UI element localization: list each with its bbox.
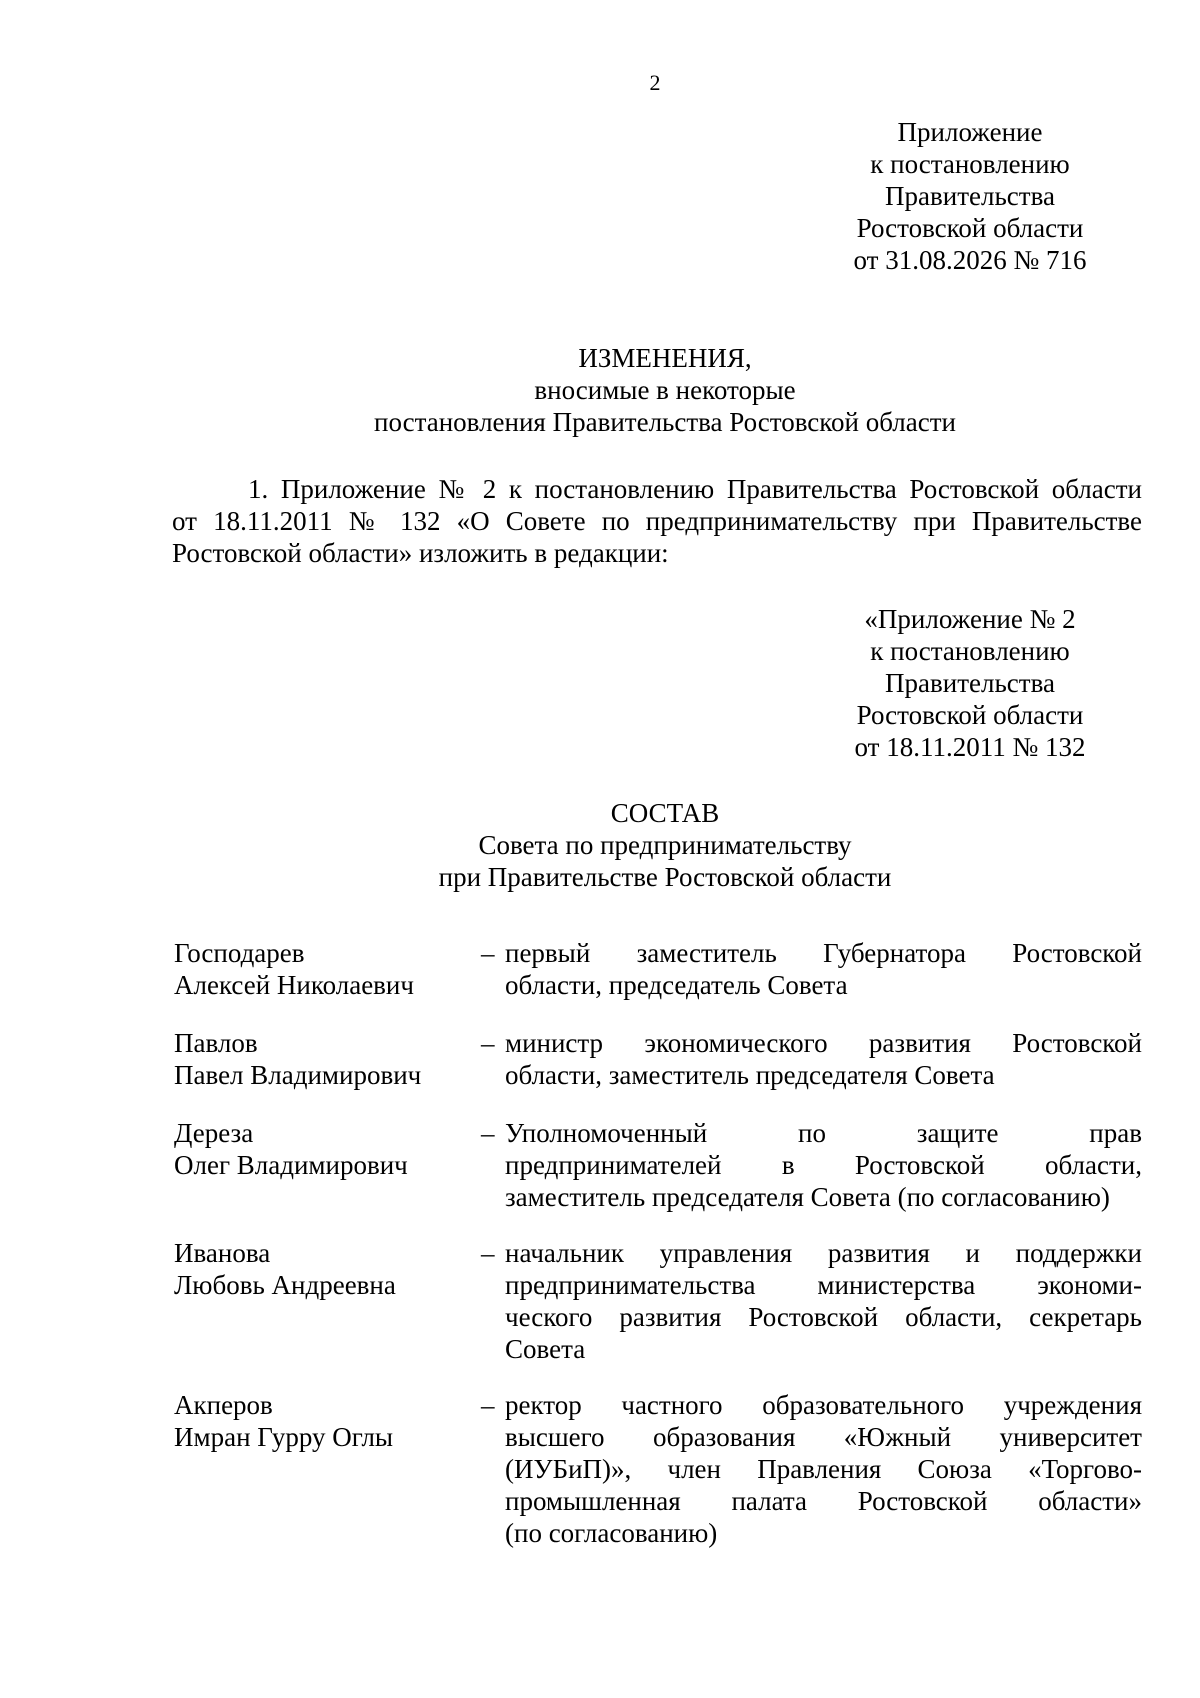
appendix-header: [845, 116, 1095, 276]
member-name: [174, 1237, 474, 1301]
role-line: Совета: [505, 1334, 586, 1364]
dash: –: [481, 1390, 495, 1420]
paragraph-line: Ростовской области» изложить в редакции:: [172, 538, 669, 568]
title-sub: постановления Правительства Ростовской области: [374, 407, 956, 437]
member-given-name: Алексей Николаевич: [174, 970, 414, 1000]
member-role: [505, 1027, 1142, 1091]
member-surname: Акперов: [174, 1390, 273, 1420]
appendix-header-line: к постановлению: [870, 149, 1070, 179]
member-name: [174, 937, 474, 1001]
member-role: [505, 1237, 1142, 1365]
member-name: [174, 1117, 474, 1181]
role-line: министр экономического развития Ростовской: [505, 1028, 1142, 1058]
member-name: [174, 1027, 474, 1091]
composition-title: [0, 797, 1200, 893]
appendix-header-line: Приложение: [897, 117, 1043, 147]
role-line: начальник управления развития и поддержки: [505, 1238, 1142, 1268]
dash: –: [481, 1028, 495, 1058]
member-given-name: Имран Гурру Оглы: [174, 1422, 394, 1452]
title-main: ИЗМЕНЕНИЯ,: [578, 343, 752, 373]
appendix-header-line: от 31.08.2026 № 716: [853, 245, 1087, 275]
composition-sub: Совета по предпринимательству: [478, 830, 852, 860]
member-surname: Дереза: [174, 1118, 254, 1148]
appendix-header-line: Ростовской области: [856, 213, 1084, 243]
role-line: заместитель председателя Совета (по согласованию): [505, 1182, 1110, 1212]
member-given-name: Павел Владимирович: [174, 1060, 422, 1090]
member-role: [505, 937, 1142, 1001]
dash: –: [481, 1118, 495, 1148]
role-line: Уполномоченный по защите прав: [505, 1118, 1142, 1148]
title-sub: вносимые в некоторые: [534, 375, 796, 405]
role-line: области, председатель Совета: [505, 970, 848, 1000]
role-line: ректор частного образовательного учреждения: [505, 1390, 1142, 1420]
role-line: (ИУБиП)», член Правления Союза «Торгово-: [505, 1454, 1142, 1484]
appendix2-header-line: Правительства: [885, 668, 1055, 698]
member-surname: Иванова: [174, 1238, 271, 1268]
member-given-name: Любовь Андреевна: [174, 1270, 396, 1300]
appendix2-header-line: к постановлению: [870, 636, 1070, 666]
paragraph-item-1: [172, 473, 1142, 569]
role-line: ческого развития Ростовской области, секретарь: [505, 1302, 1142, 1332]
member-surname: Павлов: [174, 1028, 258, 1058]
role-line: промышленная палата Ростовской области»: [505, 1486, 1142, 1516]
document-title: [0, 342, 1200, 438]
composition-sub: при Правительстве Ростовской области: [438, 862, 892, 892]
dash: –: [481, 938, 495, 968]
role-line: области, заместитель председателя Совета: [505, 1060, 995, 1090]
paragraph-line: 1. Приложение № 2 к постановлению Правительства Ростовской области: [248, 474, 1142, 504]
member-role: [505, 1389, 1142, 1549]
role-line: (по согласованию): [505, 1518, 718, 1548]
member-role: [505, 1117, 1142, 1213]
role-line: первый заместитель Губернатора Ростовской: [505, 938, 1142, 968]
paragraph-line: от 18.11.2011 № 132 «О Совете по предпринимательству при Правительстве: [172, 506, 1142, 536]
page-number: 2: [649, 70, 661, 95]
appendix-header-line: Правительства: [885, 181, 1055, 211]
member-name: [174, 1389, 474, 1453]
appendix2-header: [845, 603, 1095, 763]
member-surname: Господарев: [174, 938, 305, 968]
appendix2-header-line: «Приложение № 2: [864, 604, 1076, 634]
member-given-name: Олег Владимирович: [174, 1150, 408, 1180]
role-line: высшего образования «Южный университет: [505, 1422, 1142, 1452]
composition-main: СОСТАВ: [610, 798, 720, 828]
role-line: предпринимательства министерства экономи-: [505, 1270, 1142, 1300]
appendix2-header-line: Ростовской области: [856, 700, 1084, 730]
role-line: предпринимателей в Ростовской области,: [505, 1150, 1142, 1180]
dash: –: [481, 1238, 495, 1268]
appendix2-header-line: от 18.11.2011 № 132: [854, 732, 1086, 762]
